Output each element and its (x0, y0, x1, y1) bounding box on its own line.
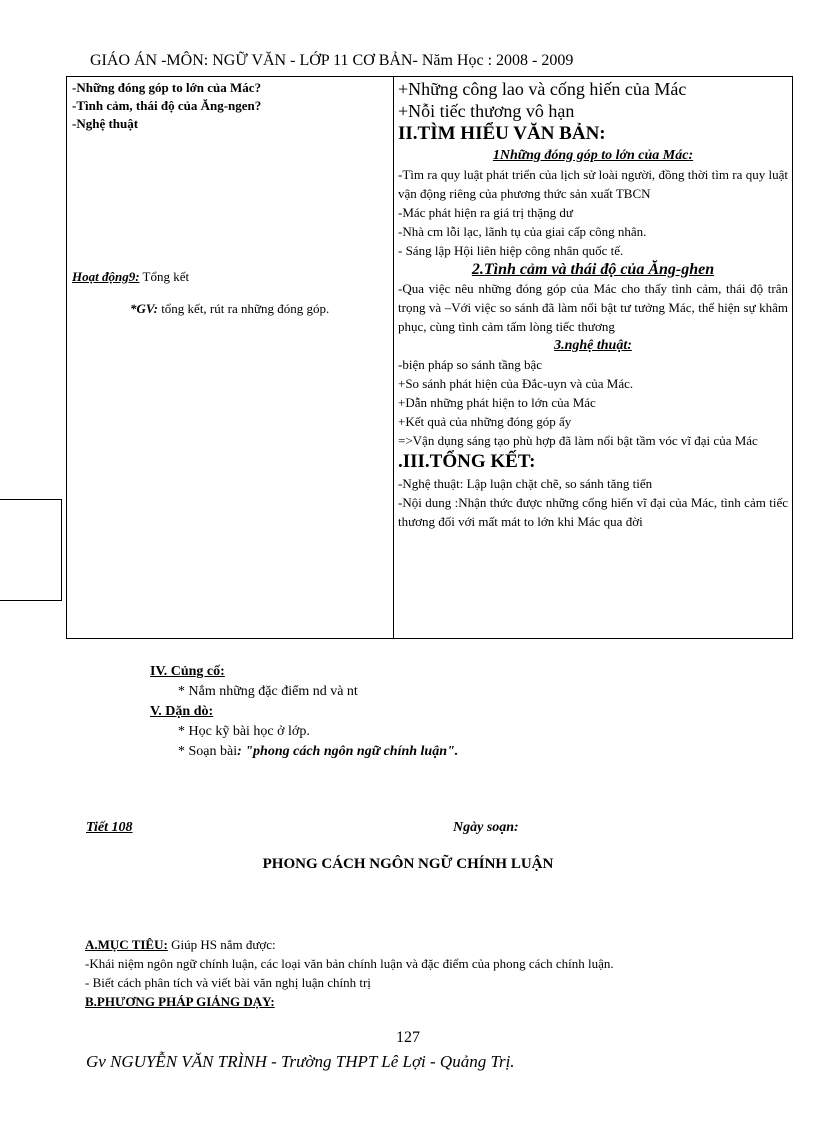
question-art: -Nghệ thuật (72, 116, 139, 131)
paragraph-laws: -Tìm ra quy luật phát triển của lịch sử loài người, đồng thời tìm ra quy luật vận động riêng của phương thức sản xuất TBCN (398, 167, 788, 201)
homework-item-2-prefix: * Soạn bài (178, 744, 238, 759)
methods-heading: B.PHƯƠNG PHÁP GIẢNG DẠY: (85, 994, 275, 1009)
section-heading-2: II.TÌM HIỂU VĂN BẢN: (398, 123, 606, 144)
gv-text: tổng kết, rút ra những đóng góp. (157, 301, 330, 316)
consolidation-section (150, 662, 458, 762)
gv-instruction (72, 300, 388, 318)
activity-text: Tổng kết (139, 269, 190, 284)
homework-item-1: * Học kỹ bài học ở lớp. (178, 724, 310, 739)
homework-title: V. Dặn dò: (150, 704, 214, 719)
lesson-title: PHONG CÁCH NGÔN NGỮ CHÍNH LUẬN (262, 856, 554, 872)
paragraph-art-summary: -Nghệ thuật: Lập luận chặt chẽ, so sánh tăng tiến (398, 476, 653, 491)
question-contributions: -Những đóng góp to lớn của Mác? (72, 80, 262, 95)
objective-2: - Biết cách phân tích và viết bài văn nghị luận chính trị (85, 975, 371, 990)
consolidation-item: * Nắm những đặc điểm nd và nt (178, 684, 358, 699)
paragraph-darwin: +So sánh phát hiện của Đắc-uyn và của Mác. (398, 376, 634, 391)
content-column (398, 78, 788, 531)
margin-box (0, 499, 62, 601)
paragraph-international: - Sáng lập Hội liên hiệp công nhân quốc tế. (398, 243, 624, 258)
homework-item-2-title: : "phong cách ngôn ngữ chính luận". (237, 744, 459, 759)
page-header: GIÁO ÁN -MÔN: NGỮ VĂN - LỚP 11 CƠ BẢN- Năm Học : 2008 - 2009 (90, 52, 574, 69)
content-line-2: +Nỗi tiếc thương vô hạn (398, 101, 575, 121)
preparation-date-label: Ngày soạn: (453, 820, 519, 835)
subheading-feelings: 2.Tình cảm và thái độ của Ăng-ghen (471, 261, 715, 278)
objectives-heading (85, 935, 614, 954)
paragraph-comparison: -biện pháp so sánh tầng bậc (398, 357, 543, 372)
objectives-intro: Giúp HS nắm được: (167, 937, 276, 952)
section-heading-3: .III.TỔNG KẾT: (398, 451, 536, 472)
objectives-label: A.MỤC TIÊU: (85, 937, 168, 952)
page-footer: Gv NGUYỄN VĂN TRÌNH - Trường THPT Lê Lợi - Quảng Trị. (86, 1052, 515, 1071)
content-line-1: +Những công lao và cống hiến của Mác (398, 79, 687, 99)
consolidation-title: IV. Củng cố: (150, 664, 225, 679)
gv-label: *GV: (130, 301, 158, 316)
paragraph-feelings: -Qua việc nêu những đóng góp của Mác cho thấy tình cảm, thái độ trân trọng và –Với việc so sánh đã làm nổi bật tư tưởng Mác, thể hiện sự khâm phục, cùng tình cảm tấm lòng tiếc thương (398, 281, 788, 334)
table-column-divider (393, 76, 394, 639)
subheading-contributions: 1Những đóng góp to lớn của Mác: (492, 148, 694, 163)
paragraph-discoveries: +Dẫn những phát hiện to lớn của Mác (398, 395, 596, 410)
teacher-activity-column (72, 79, 388, 318)
page-number: 127 (396, 1029, 420, 1046)
paragraph-surplus-value: -Mác phát hiện ra giá trị thặng dư (398, 205, 573, 220)
lesson-number: Tiết 108 (86, 820, 133, 835)
objective-1: -Khái niệm ngôn ngữ chính luận, các loại văn bản chính luận và đặc điểm của phong cách chính luận. (85, 956, 614, 971)
paragraph-stature: =>Vận dụng sáng tạo phù hợp đã làm nổi bật tầm vóc vĩ đại của Mác (398, 433, 758, 448)
paragraph-results: +Kết quả của những đóng góp ấy (398, 414, 572, 429)
activity-9 (72, 268, 388, 286)
homework-item-2 (150, 742, 458, 762)
objectives-section (85, 935, 614, 1011)
question-engels-attitude: -Tình cảm, thái độ của Ăng-ngen? (72, 98, 262, 113)
paragraph-revolutionary: -Nhà cm lỗi lạc, lãnh tụ của giai cấp công nhân. (398, 224, 647, 239)
paragraph-content-summary: -Nội dung :Nhận thức được những cống hiến vĩ đại của Mác, tình cảm tiếc thương đối với mất mát to lớn khi Mác qua đời (398, 495, 788, 529)
subheading-art: 3.nghệ thuật: (554, 338, 632, 353)
activity-label: Hoạt động9: (72, 269, 140, 284)
